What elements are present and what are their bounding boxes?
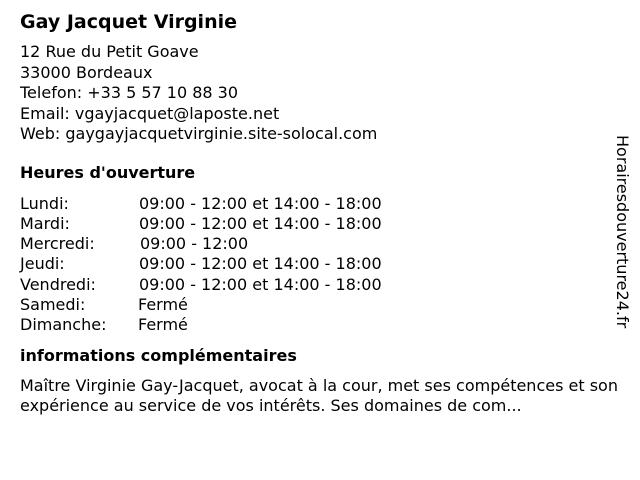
info-title: informations complémentaires — [20, 345, 297, 365]
hours-row-saturday — [20, 295, 620, 315]
time-value: Fermé — [138, 315, 188, 335]
time-value: Fermé — [138, 294, 188, 314]
day-label: Vendredi: — [20, 274, 96, 294]
site-watermark: Horairesdouverture24.fr — [613, 135, 632, 329]
address-line-2: 33000 Bordeaux — [20, 62, 153, 82]
time-value: 09:00 - 12:00 et 14:00 - 18:00 — [139, 254, 382, 274]
business-name: Gay Jacquet Virginie — [20, 11, 237, 33]
hours-row-thursday — [20, 254, 620, 274]
web-line: Web: gaygayjacquetvirginie.site-solocal.com — [20, 124, 378, 143]
time-value: 09:00 - 12:00 et 14:00 - 18:00 — [139, 274, 382, 294]
hours-row-sunday — [20, 315, 620, 335]
info-description: Maître Virginie Gay-Jacquet, avocat à la cour, met ses compétences et son expérience au service de vos intérêts. Ses domaines de com... — [20, 375, 618, 416]
day-label: Mardi: — [20, 213, 70, 233]
hours-row-monday — [20, 194, 620, 214]
hours-list — [20, 194, 620, 336]
time-value: 09:00 - 12:00 et 14:00 - 18:00 — [139, 193, 382, 213]
day-label: Samedi: — [20, 294, 86, 314]
hours-row-tuesday — [20, 214, 620, 234]
hours-title: Heures d'ouverture — [20, 162, 196, 182]
business-card — [20, 10, 620, 417]
day-label: Jeudi: — [20, 254, 65, 274]
day-label: Mercredi: — [20, 234, 95, 254]
hours-row-wednesday — [20, 234, 620, 254]
time-value: 09:00 - 12:00 et 14:00 - 18:00 — [139, 213, 382, 233]
day-label: Lundi: — [20, 193, 69, 213]
address-line-1: 12 Rue du Petit Goave — [20, 42, 199, 61]
phone-line: Telefon: +33 5 57 10 88 30 — [20, 83, 239, 102]
time-value: 09:00 - 12:00 — [140, 234, 249, 254]
email-line: Email: vgayjacquet@laposte.net — [20, 103, 280, 123]
day-label: Dimanche: — [20, 315, 107, 335]
hours-row-friday — [20, 275, 620, 295]
